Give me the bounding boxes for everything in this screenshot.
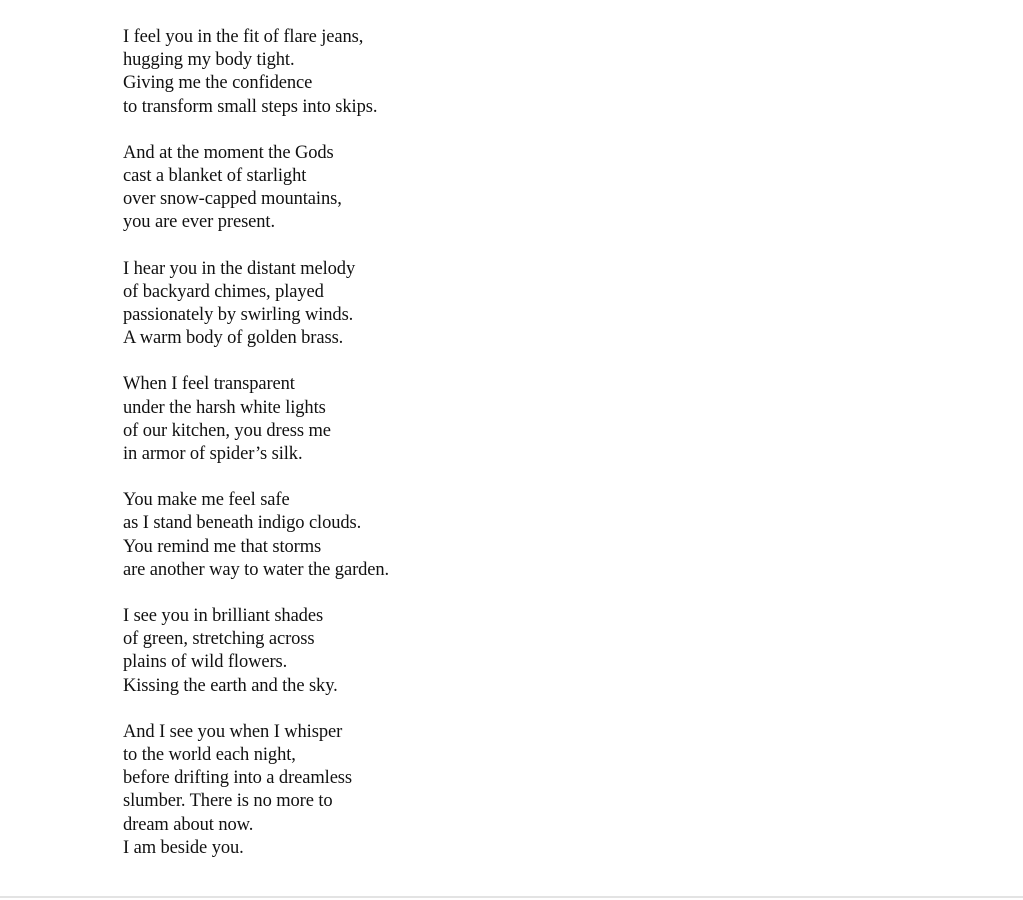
poem-line: Giving me the confidence [123,73,313,94]
poem-line: Kissing the earth and the sky. [123,675,338,696]
bottom-divider [0,896,1023,898]
poem [123,26,603,883]
poem-line: And I see you when I whisper [123,721,343,742]
poem-line: And at the moment the Gods [123,142,334,163]
poem-line: of backyard chimes, played [123,281,324,302]
poem-line: I hear you in the distant melody [123,258,356,279]
poem-stanza [123,489,603,582]
poem-line: A warm body of golden brass. [123,328,344,349]
poem-line: I see you in brilliant shades [123,606,324,627]
poem-line: You make me feel safe [123,490,290,511]
poem-line: you are ever present. [123,212,275,233]
poem-stanza [123,721,603,860]
poem-stanza [123,258,603,351]
poem-line: hugging my body tight. [123,50,295,71]
poem-line: dream about now. [123,814,254,835]
poem-stanza [123,142,603,235]
poem-line: When I feel transparent [123,374,295,395]
poem-line: plains of wild flowers. [123,652,288,673]
poem-stanza [123,26,603,119]
poem-line: before drifting into a dreamless [123,768,352,789]
poem-line: to the world each night, [123,745,296,766]
poem-line: passionately by swirling winds. [123,305,354,326]
poem-line: cast a blanket of starlight [123,166,307,187]
poem-line: You remind me that storms [123,536,322,557]
poem-line: to transform small steps into skips. [123,96,378,117]
poem-line: of our kitchen, you dress me [123,420,331,441]
poem-line: I am beside you. [123,837,244,858]
poem-stanza [123,605,603,698]
poem-line: in armor of spider’s silk. [123,444,303,465]
poem-line: under the harsh white lights [123,397,326,418]
poem-line: of green, stretching across [123,629,315,650]
poem-line: over snow-capped mountains, [123,189,342,210]
poem-line: I feel you in the fit of flare jeans, [123,27,364,47]
poem-stanza [123,373,603,466]
poem-line: as I stand beneath indigo clouds. [123,513,362,534]
poem-line: are another way to water the garden. [123,559,390,580]
poem-line: slumber. There is no more to [123,791,333,812]
